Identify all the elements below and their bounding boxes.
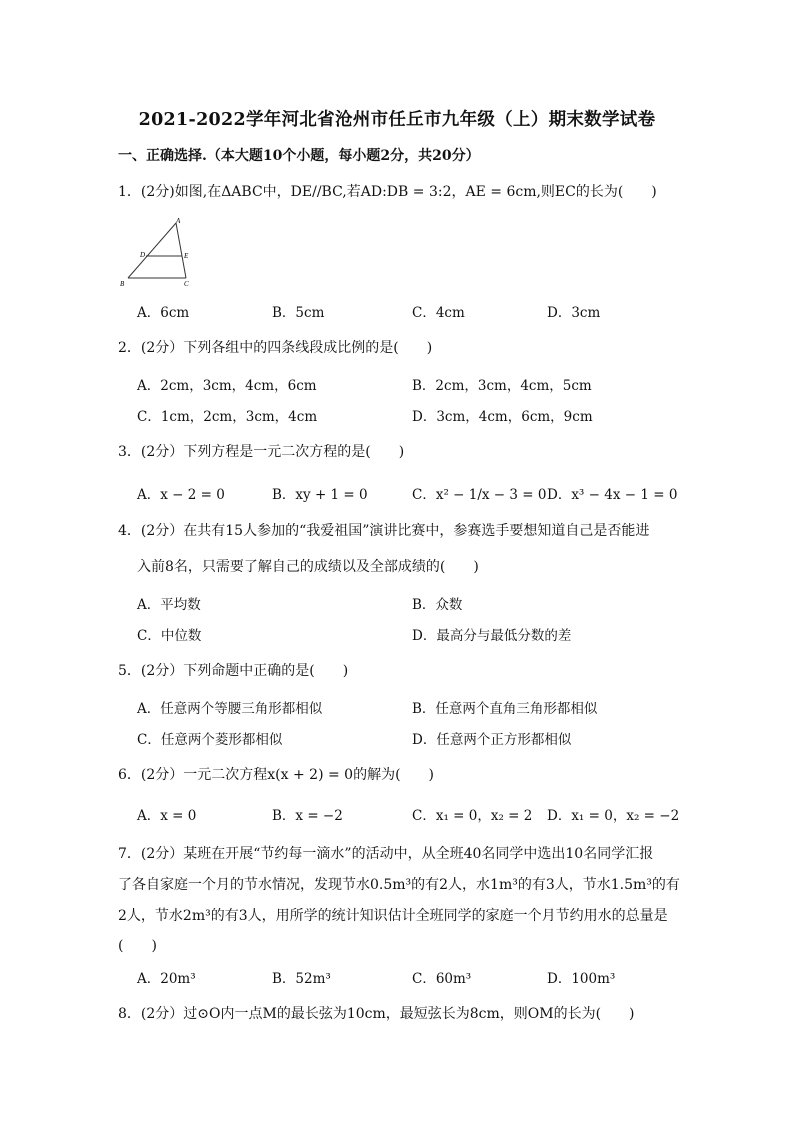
- question-1-stem: 1．(2分)如图,在ΔABC中，DE//BC,若AD:DB = 3:2，AE = 6cm,则EC的长为( ): [118, 184, 657, 200]
- q7-option-b: B．52m³: [272, 971, 331, 987]
- q3-option-d: D．x³ − 4x − 1 = 0: [547, 487, 678, 503]
- question-7-stem-line4: ( ): [118, 938, 157, 954]
- section-heading: 一、正确选择.（本大题10个小题，每小题2分，共20分）: [118, 148, 480, 164]
- q5-option-a: A．任意两个等腰三角形都相似: [137, 701, 323, 717]
- question-7-stem-line2: 了各自家庭一个月的节水情况，发现节水0.5m³的有2人，水1m³的有3人，节水1.5m³的有: [118, 877, 680, 893]
- side-ab: [128, 223, 176, 278]
- label-c: C: [184, 280, 189, 287]
- label-e: E: [184, 252, 189, 260]
- question-5-stem: 5．(2分）下列命题中正确的是( ): [118, 663, 349, 679]
- question-8-stem: 8．(2分）过⊙O内一点M的最长弦为10cm，最短弦长为8cm，则OM的长为( ): [118, 1006, 635, 1022]
- q7-option-c: C．60m³: [412, 971, 472, 987]
- q7-option-d: D．100m³: [547, 971, 616, 987]
- label-b: B: [120, 280, 125, 287]
- q4-option-d: D．最高分与最低分数的差: [412, 628, 572, 644]
- q1-option-b: B．5cm: [272, 305, 325, 321]
- q3-option-b: B．xy + 1 = 0: [272, 487, 368, 503]
- q1-option-d: D．3cm: [547, 305, 601, 321]
- q3-option-c: C．x² − 1/x − 3 = 0: [412, 487, 547, 503]
- side-ac: [176, 223, 186, 278]
- q2-option-d: D．3cm，4cm，6cm，9cm: [412, 409, 593, 425]
- question-3-stem: 3．(2分）下列方程是一元二次方程的是( ): [118, 444, 405, 460]
- label-d: D: [140, 251, 146, 259]
- q7-option-a: A．20m³: [137, 971, 196, 987]
- q4-option-b: B．众数: [412, 597, 463, 613]
- q4-option-c: C．中位数: [137, 628, 202, 644]
- q6-option-b: B．x = −2: [272, 808, 343, 824]
- question-7-stem-line3: 2人，节水2m³的有3人，用所学的统计知识估计全班同学的家庭一个月节约用水的总量是: [118, 908, 668, 924]
- q1-option-a: A．6cm: [137, 305, 190, 321]
- question-6-stem: 6．(2分）一元二次方程x(x + 2) = 0的解为( ): [118, 767, 434, 783]
- q5-option-b: B．任意两个直角三角形都相似: [412, 701, 598, 717]
- q2-option-a: A．2cm，3cm，4cm，6cm: [137, 378, 317, 394]
- q3-option-a: A．x − 2 = 0: [137, 487, 225, 503]
- q6-option-d: D．x₁ = 0，x₂ = −2: [547, 808, 680, 824]
- q2-option-c: C．1cm，2cm，3cm，4cm: [137, 409, 318, 425]
- q4-option-a: A．平均数: [137, 597, 201, 613]
- question-4-stem: 4．(2分）在共有15人参加的“我爱祖国”演讲比赛中，参赛选手要想知道自己是否能进: [118, 523, 650, 539]
- q5-option-c: C．任意两个菱形都相似: [137, 732, 283, 748]
- question-4-stem-cont: 入前8名，只需要了解自己的成绩以及全部成绩的( ): [137, 559, 479, 575]
- question-7-stem: 7．(2分）某班在开展“节约每一滴水”的活动中，从全班40名同学中选出10名同学汇报: [118, 846, 654, 862]
- q6-option-c: C．x₁ = 0，x₂ = 2: [412, 808, 533, 824]
- q1-option-c: C．4cm: [412, 305, 465, 321]
- question-2-stem: 2．(2分）下列各组中的四条线段成比例的是( ): [118, 340, 433, 356]
- q6-option-a: A．x = 0: [137, 808, 197, 824]
- triangle-figure: [116, 217, 196, 287]
- q2-option-b: B．2cm，3cm，4cm，5cm: [412, 378, 592, 394]
- page-title: 2021-2022学年河北省沧州市任丘市九年级（上）期末数学试卷: [138, 110, 656, 130]
- label-a: A: [176, 217, 181, 225]
- q5-option-d: D．任意两个正方形都相似: [412, 732, 572, 748]
